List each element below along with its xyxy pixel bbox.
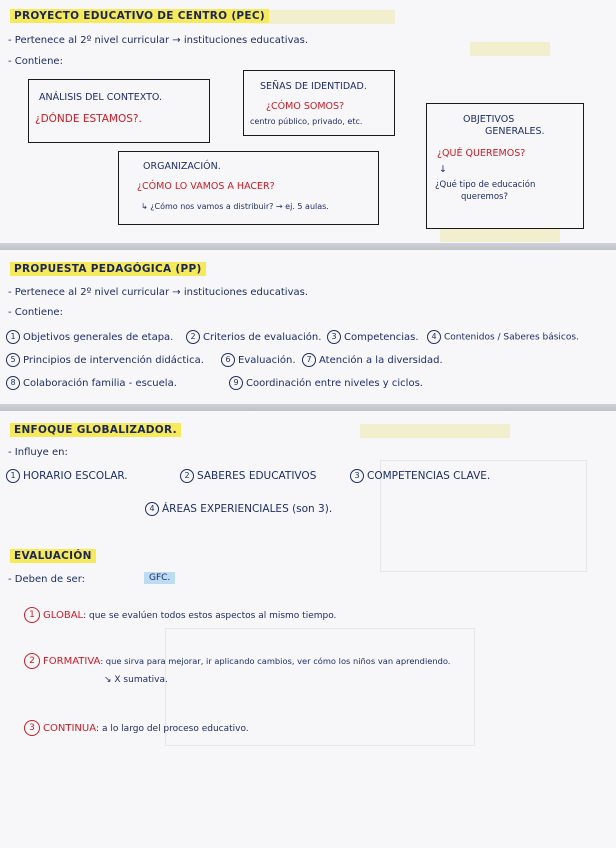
item-text: Atención a la diversidad. xyxy=(319,355,443,366)
item-text: Coordinación entre niveles y ciclos. xyxy=(246,378,423,389)
arrow-down-icon: ↓ xyxy=(439,164,447,175)
item-number: 7 xyxy=(302,353,316,367)
pp-item xyxy=(229,376,423,390)
box-note: centro público, privado, etc. xyxy=(250,117,363,126)
item-text: Competencias. xyxy=(344,332,419,343)
evaluacion-item xyxy=(24,653,450,669)
item-text: Objetivos generales de etapa. xyxy=(23,332,174,343)
item-text: COMPETENCIAS CLAVE. xyxy=(367,470,491,482)
pp-item xyxy=(427,330,579,344)
box-analisis-contexto xyxy=(28,79,210,143)
enfoque-line-influye: - Influye en: xyxy=(8,447,68,458)
box-title: GENERALES. xyxy=(485,126,545,137)
pec-line-contiene: - Contiene: xyxy=(8,56,63,67)
bleed-through-highlight xyxy=(440,228,560,242)
item-number: 9 xyxy=(229,376,243,390)
item-number: 4 xyxy=(145,502,159,516)
item-text: SABERES EDUCATIVOS xyxy=(197,470,317,482)
item-text: Criterios de evaluación. xyxy=(203,332,322,343)
box-title: ORGANIZACIÓN. xyxy=(143,161,221,172)
pp-item xyxy=(302,353,443,367)
item-text: : que se evalúen todos estos aspectos al mismo tiempo. xyxy=(83,611,337,621)
box-title: ANÁLISIS DEL CONTEXTO. xyxy=(39,92,162,103)
section-divider xyxy=(0,404,616,411)
pp-item xyxy=(327,330,419,344)
evaluacion-item xyxy=(24,720,249,736)
item-number: 3 xyxy=(350,469,364,483)
box-title: SEÑAS DE IDENTIDAD. xyxy=(260,81,367,92)
bleed-through-highlight xyxy=(360,424,510,438)
enfoque-item xyxy=(350,469,490,483)
enfoque-item xyxy=(6,469,128,483)
pp-item xyxy=(6,330,173,344)
evaluacion-line-deben: - Deben de ser: xyxy=(8,574,86,585)
box-question: ¿QUÉ QUEREMOS? xyxy=(437,148,526,159)
pp-item xyxy=(221,353,296,367)
section-title-pp: PROPUESTA PEDAGÓGICA (PP) xyxy=(10,262,206,276)
item-number: 1 xyxy=(6,469,20,483)
pp-item xyxy=(6,353,204,367)
bleed-through-highlight xyxy=(470,42,550,56)
pp-item xyxy=(186,330,321,344)
pp-item xyxy=(6,376,177,390)
item-number: 3 xyxy=(327,330,341,344)
box-note: queremos? xyxy=(461,192,508,202)
item-number: 1 xyxy=(6,330,20,344)
box-question: ¿DÓNDE ESTAMOS?. xyxy=(35,113,142,125)
section-title-evaluacion: EVALUACIÓN xyxy=(10,549,96,563)
pp-line-contiene: - Contiene: xyxy=(8,307,63,318)
box-note: ↳ ¿Cómo nos vamos a distribuir? → ej. 5 aulas. xyxy=(141,202,329,211)
item-number: 6 xyxy=(221,353,235,367)
enfoque-item xyxy=(180,469,316,483)
item-text: Evaluación. xyxy=(238,355,296,366)
evaluacion-item xyxy=(24,607,336,623)
gfc-badge: GFC. xyxy=(144,572,175,584)
box-note: ¿Qué tipo de educación xyxy=(435,180,536,190)
item-number: 2 xyxy=(180,469,194,483)
item-number: 3 xyxy=(24,720,40,736)
item-label: CONTINUA xyxy=(43,723,97,734)
bleed-through-highlight xyxy=(255,10,395,24)
box-question: ¿CÓMO SOMOS? xyxy=(266,101,345,112)
item-text: HORARIO ESCOLAR. xyxy=(23,470,128,482)
section-divider xyxy=(0,243,616,250)
item-text: : a lo largo del proceso educativo. xyxy=(96,724,249,734)
formativa-note: ↘ X sumativa. xyxy=(104,675,168,685)
box-question: ¿CÓMO LO VAMOS A HACER? xyxy=(137,181,275,192)
item-number: 2 xyxy=(186,330,200,344)
item-text: Contenidos / Saberes básicos. xyxy=(444,332,579,343)
box-organizacion xyxy=(118,151,379,225)
item-label: FORMATIVA xyxy=(43,656,101,667)
item-label: GLOBAL xyxy=(43,610,84,621)
box-title: OBJETIVOS xyxy=(463,114,515,125)
section-title-enfoque: ENFOQUE GLOBALIZADOR. xyxy=(10,423,181,437)
item-text: Principios de intervención didáctica. xyxy=(23,355,204,366)
box-objetivos-generales xyxy=(426,103,584,229)
item-number: 2 xyxy=(24,653,40,669)
item-text: ÁREAS EXPERIENCIALES (son 3). xyxy=(162,503,333,515)
item-number: 4 xyxy=(427,330,441,344)
item-number: 1 xyxy=(24,607,40,623)
item-text: Colaboración familia - escuela. xyxy=(23,378,177,389)
item-number: 5 xyxy=(6,353,20,367)
box-senas-identidad xyxy=(243,70,395,136)
pp-line-nivel: - Pertenece al 2º nivel curricular → instituciones educativas. xyxy=(8,287,309,298)
item-number: 8 xyxy=(6,376,20,390)
item-text: : que sirva para mejorar, ir aplicando cambios, ver cómo los niños van aprendiendo. xyxy=(100,656,451,666)
section-title-pec: PROYECTO EDUCATIVO DE CENTRO (PEC) xyxy=(10,9,269,23)
enfoque-item xyxy=(145,502,332,516)
pec-line-nivel: - Pertenece al 2º nivel curricular → instituciones educativas. xyxy=(8,35,309,46)
